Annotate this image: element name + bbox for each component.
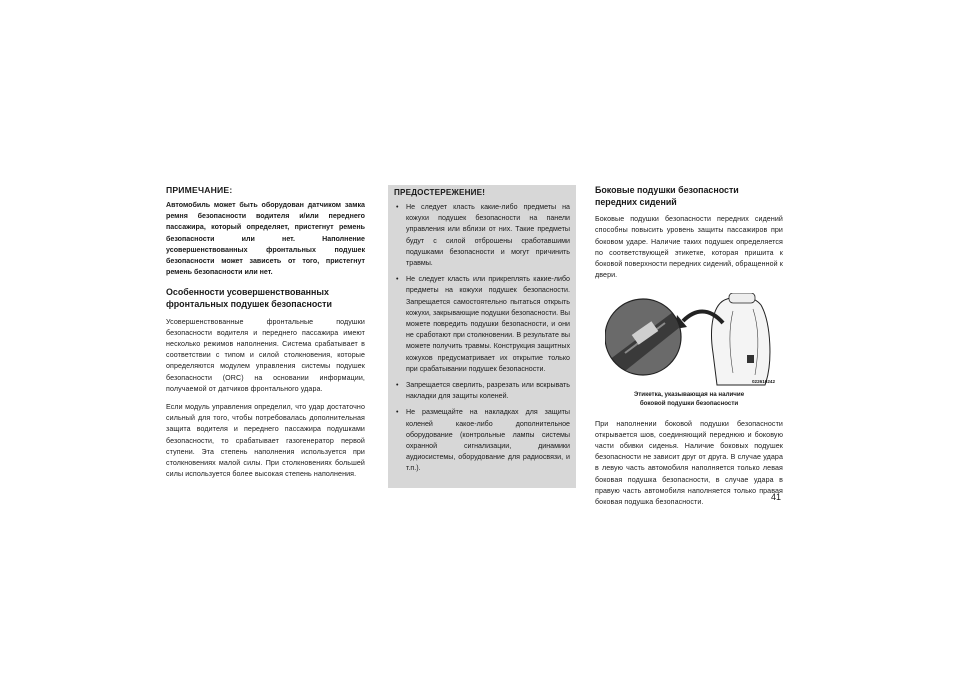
page-number: 41 <box>771 492 782 502</box>
note-heading: ПРИМЕЧАНИЕ: <box>166 185 233 195</box>
warning-item <box>394 380 570 402</box>
right-column <box>595 185 783 515</box>
middle-column <box>388 185 576 488</box>
advanced-airbags-paragraph-1: Усовершенствованные фронтальные подушки безопасности водителя и переднего пассажира имеют несколько режимов наполнения. Система срабатывает в соответствии с типом и силой столкновения, которые определяются модулем управления системы подушек безопасности (ORC) на основании информации, получаемой от датчиков фронтального удара. <box>166 317 365 393</box>
figure-caption <box>595 391 783 408</box>
side-airbags-heading: Боковые подушки безопасности передних сидений <box>595 185 739 207</box>
seat-illustration <box>605 293 779 389</box>
warning-title: ПРЕДОСТЕРЕЖЕНИЕ! <box>394 188 486 197</box>
side-airbags-paragraph-1: Боковые подушки безопасности передних сидений способны повысить уровень защиты пассажиров при боковом ударе. Наличие таких подушек определяется по соответствующей этикетке, которая пришита к боковой поверхности передних сидений, обращенной к двери. <box>595 215 783 280</box>
advanced-airbags-paragraph-2: Если модуль управления определил, что удар достаточно сильный для того, чтобы потребовалась дополнительная защита водителя и переднего пассажира подушками безопасности, то срабатывает газогенератор первой ступени. Эта степень наполнения используется при столкновениях малой силы. При столкновениях большей силы используется более высокая степень наполнения. <box>166 403 365 479</box>
warning-item <box>394 407 570 474</box>
side-airbags-paragraph-2: При наполнении боковой подушки безопасности открывается шов, соединяющий переднюю и боковую части обивки сиденья. Наличие боковых подушек безопасности не зависит друг от друга. В случае удара в левую часть автомобиля наполняется только левая боковая подушка безопасности, в случае удара в правую часть автомобиля наполняется только правая боковая подушка безопасности. <box>595 419 783 507</box>
warning-list <box>394 202 570 475</box>
warning-item-text: Не следует класть какие-либо предметы на кожухи подушек безопасности на панели управления или вблизи от них. Такие предметы будут с силой отброшены сработавшими подушками безопасности и могут причинить травмы. <box>406 203 570 268</box>
bullet-icon: • <box>396 408 399 417</box>
advanced-airbags-heading: Особенности усовершенствованных фронтальных подушек безопасности <box>166 287 332 310</box>
side-airbag-label-figure <box>605 293 779 389</box>
note-text: Автомобиль может быть оборудован датчиком замка ремня безопасности водителя и/или переднего пассажира, который определяет, пристегнут ремень безопасности или нет. Наполнение усовершенствованных фронтальных подушек безопасности может зависеть от того, пристегнут ремень безопасности или нет. <box>166 201 365 277</box>
figure-code: 022610242 <box>752 379 775 385</box>
warning-box <box>388 185 576 488</box>
figure-caption-line-2: боковой подушки безопасности <box>639 400 739 407</box>
warning-item <box>394 274 570 375</box>
warning-item-text: Не размещайте на накладках для защиты коленей какое-либо дополнительное оборудование (контрольные лампы системы охранной сигнализации, динамики аудиосистемы, оборудование для радиосвязи, и т.п.). <box>406 408 570 473</box>
warning-item <box>394 202 570 269</box>
bullet-icon: • <box>396 203 399 211</box>
warning-item-text: Запрещается сверлить, разрезать или вскрывать накладки для защиты коленей. <box>406 381 570 401</box>
bullet-icon: • <box>396 275 399 284</box>
left-column <box>166 185 365 487</box>
figure-caption-line-1: Этикетка, указывающая на наличие <box>633 391 745 399</box>
bullet-icon: • <box>396 381 399 390</box>
warning-item-text: Не следует класть или прикреплять какие-либо предметы на кожухи подушек безопасности. Запрещается самостоятельно пытаться открыть кожухи, закрывающие подушки безопасности. Вы можете повредить подушки безопасности, и они не сработают при столкновении. В результате вы можете получить травмы. Конструкция защитных кожухов предусматривает их открытие только при срабатывании подушек безопасности. <box>406 275 570 373</box>
